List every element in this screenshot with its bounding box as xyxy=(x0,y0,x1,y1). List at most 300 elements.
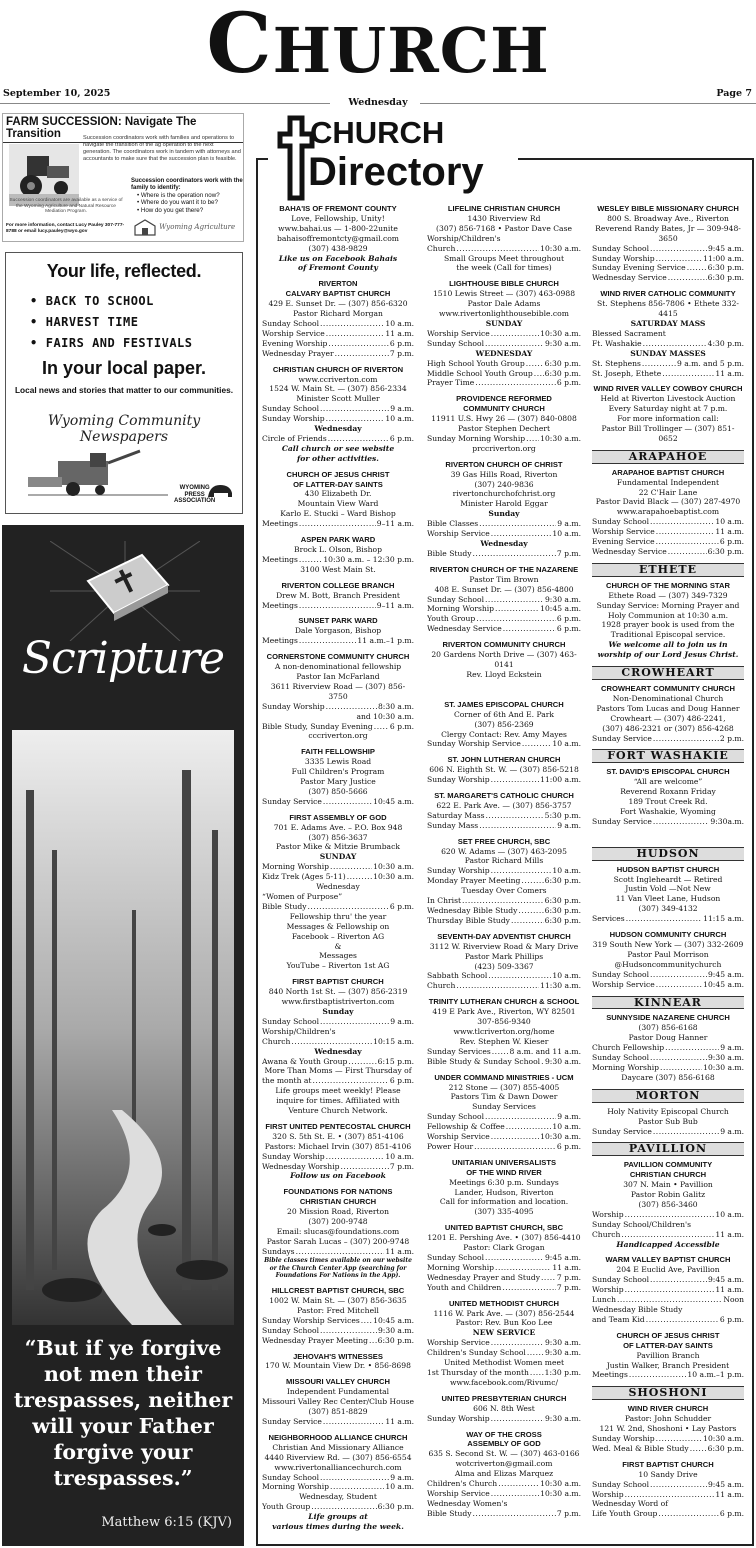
church-detail: 307-856-9340 xyxy=(477,1017,531,1027)
ad-title: FARM SUCCESSION: Navigate The Transition xyxy=(3,114,243,143)
church-detail: Facebook – Riverton AG xyxy=(291,931,385,941)
church-detail: Alma and Elizas Marquez xyxy=(454,1469,554,1479)
church-name: SUNSET PARK WARD xyxy=(298,616,378,626)
church-detail: Love, Fellowship, Unity! xyxy=(291,213,385,223)
church-detail: Pastor: John Schudder xyxy=(624,1414,712,1424)
schedule-line: Evening Service ..... 6 p.m. xyxy=(592,537,744,547)
church-detail: 408 E. Sunset Dr. — (307) 856-4800 xyxy=(434,584,574,594)
schedule-line: Blessed Sacrament xyxy=(592,328,666,338)
issue-day: Wednesday xyxy=(348,97,408,108)
church-name: WAY OF THE CROSS xyxy=(466,1429,542,1439)
schedule-line: Bible Study & Sunday School ..... 9:30 a.m. xyxy=(427,1057,581,1067)
church-detail: Pastor: Clark Grogan xyxy=(463,1243,545,1253)
schedule-line: Meetings ..... 9–11 a.m. xyxy=(262,601,414,611)
church-detail: “All are welcome” xyxy=(633,777,703,787)
church-name: ST. MARGARET'S CATHOLIC CHURCH xyxy=(434,791,574,801)
church-detail: Reverend Randy Bates, Jr — 309-948-3650 xyxy=(595,223,741,243)
church-detail: 4440 Riverview Rd. — (307) 856-6554 xyxy=(264,1452,412,1462)
church-detail: YouTube – Riverton 1st AG xyxy=(286,961,390,971)
church-detail: 170 W. Mountain View Dr. • 856-8698 xyxy=(265,1361,411,1371)
schedule-line: Sunday School ..... 9 a.m. xyxy=(262,404,414,414)
church-detail: 121 W. 2nd, Shoshoni • Lay Pastors xyxy=(599,1424,737,1434)
church-detail: Christian And Missionary Alliance xyxy=(272,1442,404,1452)
church-detail: Pastor Richard Morgan xyxy=(293,309,383,319)
church-name: OF THE WIND RIVER xyxy=(466,1167,542,1177)
church-detail: Pastors Tom Lucas and Doug Hanner xyxy=(596,703,740,713)
schedule-line: Wednesday Word of xyxy=(592,1499,669,1509)
schedule-line: Worship Service ..... 11 a.m. xyxy=(262,329,414,339)
church-name: CHURCH OF THE MORNING STAR xyxy=(606,580,730,590)
ad-contact: For more information, contact Lucy Pauley 307-777-8788 or email lucy.pauley@wyo.gov xyxy=(6,223,125,234)
schedule-line: Power Hour ..... 6 p.m. xyxy=(427,1142,581,1152)
schedule-line: Sunday School/Children's xyxy=(592,1219,691,1229)
church-detail: Minister Harold Eggar xyxy=(460,499,548,509)
schedule-line: Sunday Worship ..... 11:00 a.m. xyxy=(427,775,581,785)
church-detail: Pastor: Rev. Bun Koo Lee xyxy=(455,1318,553,1328)
church-detail: Full Children's Program xyxy=(291,767,385,777)
church-detail: & xyxy=(334,941,342,951)
schedule-line: Evening Worship ..... 6 p.m. xyxy=(262,339,414,349)
schedule-line: Sunday Worship Services ..... 10:45 a.m. xyxy=(262,1316,414,1326)
list-item: • HARVEST TIME xyxy=(30,315,236,329)
town-heading: HUDSON xyxy=(592,847,744,861)
church-note: Life groups at xyxy=(308,1512,368,1522)
schedule-line: Sunday Services ..... 8 a.m. and 11 a.m. xyxy=(427,1047,581,1057)
bison-icon xyxy=(206,481,234,501)
schedule-line: Worship Service ..... 10:30 a.m. xyxy=(427,1489,581,1499)
church-detail: Mountain View Ward xyxy=(297,499,379,509)
church-detail: www.arapahoebaptist.com xyxy=(616,507,720,517)
schedule-line: Sunday School ..... 9:45 a.m. xyxy=(592,970,744,980)
church-detail: Held at Riverton Livestock Auction xyxy=(600,394,736,404)
church-detail: 1116 W. Park Ave. — (307) 856-2544 xyxy=(433,1308,575,1318)
directory-column-3 xyxy=(592,204,744,1519)
schedule-line: Sunday School ..... 9:45 a.m. xyxy=(592,1275,744,1285)
schedule-line: Awana & Youth Group ..... 6:15 p.m. xyxy=(262,1057,414,1067)
church-detail: Pastor David Black — (307) 287-4970 xyxy=(595,497,741,507)
schedule-line: Sunday Service ..... 9:30a.m. xyxy=(592,817,744,827)
church-detail: 1430 Riverview Rd xyxy=(467,213,541,223)
church-detail: (307) 856-6168 xyxy=(638,1023,698,1033)
church-name: UNITED METHODIST CHURCH xyxy=(448,1298,560,1308)
church-detail: Pastor Ian McFarland xyxy=(296,671,380,681)
schedule-heading: NEW SERVICE xyxy=(472,1328,536,1338)
ad-list xyxy=(30,294,236,350)
schedule-line: High School Youth Group ..... 6:30 p.m. xyxy=(427,359,581,369)
schedule-line: Sunday Worship ..... 10:30 a.m. xyxy=(592,1434,744,1444)
church-detail: Sunday Service: Morning Prayer and xyxy=(596,600,740,610)
church-detail: 1002 W. Main St. — (307) 856-3635 xyxy=(269,1296,407,1306)
church-detail: Pavillion Branch xyxy=(636,1350,700,1360)
church-detail: 212 Stone — (307) 855-4005 xyxy=(448,1082,560,1092)
schedule-line: Sundays ..... 11 a.m. xyxy=(262,1247,414,1257)
schedule-line: Wednesday Prayer Meeting ..... 6:30 p.m. xyxy=(262,1336,414,1346)
church-detail: Dale Yorgason, Bishop xyxy=(294,626,382,636)
church-name: RIVERTON CHURCH OF THE NAZARENE xyxy=(429,564,579,574)
church-detail: Pastor Sub Bub xyxy=(638,1116,698,1126)
schedule-heading: WEDNESDAY xyxy=(475,348,533,358)
church-detail: Small Groups Meet throughout xyxy=(443,253,565,263)
church-detail: Karlo E. Stucki – Ward Bishop xyxy=(280,509,396,519)
church-name: CORNERSTONE COMMUNITY CHURCH xyxy=(266,652,410,662)
church-detail: Holy Nativity Episcopal Church xyxy=(607,1106,729,1116)
list-item: • FAIRS AND FESTIVALS xyxy=(30,336,236,350)
church-detail: (307) 851-8829 xyxy=(308,1407,368,1417)
church-detail: (307) 349-4132 xyxy=(638,904,698,914)
church-name: JEHOVAH'S WITNESSES xyxy=(293,1351,383,1361)
church-detail: cccriverton.org xyxy=(308,731,368,741)
church-name: ST. JOHN LUTHERAN CHURCH xyxy=(447,755,561,765)
church-detail: More Than Moms — First Thursday of xyxy=(264,1066,412,1076)
town-heading: KINNEAR xyxy=(592,996,744,1010)
church-detail: Drew M. Bott, Branch President xyxy=(276,590,400,600)
church-note: worship of our Lord Jesus Christ. xyxy=(597,650,739,660)
schedule-line: Sunday Worship ..... 11:00 a.m. xyxy=(592,254,744,264)
church-note: Follow us on Facebook xyxy=(290,1171,386,1181)
schedule-line: Worship Service ..... 10:45 a.m. xyxy=(592,980,744,990)
church-note: Call church or see website xyxy=(281,443,395,453)
church-detail: (307) 240-9836 xyxy=(474,479,534,489)
schedule-line: Sunday School ..... 9 a.m. xyxy=(262,1473,414,1483)
schedule-line: Worship ..... 11 a.m. xyxy=(592,1285,744,1295)
schedule-line: Meetings ..... 10:30 a.m. – 12:30 p.m. xyxy=(262,555,414,565)
schedule-line: St. Stephens ..... 9 a.m. and 5 p.m. xyxy=(592,359,744,369)
church-name: RIVERTON COMMUNITY CHURCH xyxy=(442,640,566,650)
church-detail: 20 Mission Road, Riverton xyxy=(287,1207,389,1217)
schedule-line: Monday Prayer Meeting ..... 6:30 p.m. xyxy=(427,876,581,886)
schedule-line: Worship ..... 11 a.m. xyxy=(592,1490,744,1500)
church-detail: 189 Trout Creek Rd. xyxy=(628,797,708,807)
church-detail: the week (Call for times) xyxy=(456,263,552,273)
spacer xyxy=(427,680,581,694)
schedule-line: Wednesday Worship ..... 7 p.m. xyxy=(262,1162,414,1172)
schedule-line: Sunday School ..... 9:45 a.m. xyxy=(427,1253,581,1263)
church-name: UNITED PRESBYTERIAN CHURCH xyxy=(441,1393,567,1403)
schedule-heading: Wednesday xyxy=(480,539,528,548)
church-detail: (307) 200-9748 xyxy=(308,1217,368,1227)
church-detail: 3112 W. Riverview Road & Mary Drive xyxy=(429,941,579,951)
church-name: BAHA'IS OF FREMONT COUNTY xyxy=(279,204,397,213)
church-detail: Pastors Tim & Dawn Dower xyxy=(450,1092,558,1102)
church-name: COMMUNITY CHURCH xyxy=(463,404,545,414)
church-detail: Fort Washakie, Wyoming xyxy=(620,806,716,816)
schedule-line: Sunday School ..... 10 a.m. xyxy=(592,517,744,527)
scripture-citation: Matthew 6:15 (KJV) xyxy=(101,1515,232,1530)
town-heading: FORT WASHAKIE xyxy=(592,749,744,763)
schedule-heading: SUNDAY xyxy=(485,318,523,328)
church-detail: rivertonchurchofchrist.org xyxy=(452,489,556,499)
church-name: WIND RIVER CHURCH xyxy=(627,1404,709,1414)
church-detail: Pastor Richard Mills xyxy=(464,856,544,866)
church-name: SEVENTH-DAY ADVENTIST CHURCH xyxy=(437,931,571,941)
church-note: for other activities. xyxy=(297,453,379,463)
church-detail: (307) 335-4095 xyxy=(474,1207,534,1217)
town-heading: MORTON xyxy=(592,1089,744,1103)
church-name: CROWHEART COMMUNITY CHURCH xyxy=(600,683,735,693)
schedule-line: Children's Church ..... 10:30 a.m. xyxy=(427,1479,581,1489)
schedule-line: Worship Service ..... 10:30 a.m. xyxy=(427,1132,581,1142)
schedule-line: Sunday Worship ..... 10 a.m. xyxy=(427,866,581,876)
schedule-line: Saturday Mass ..... 5:30 p.m. xyxy=(427,811,581,821)
church-detail: (307) 486-2321 or (307) 856-4268 xyxy=(602,723,734,733)
church-detail: www.firstbaptistriverton.com xyxy=(281,997,395,1007)
schedule-line: Church Fellowship ..... 9 a.m. xyxy=(592,1043,744,1053)
church-note: Foundations For Nations in the App). xyxy=(275,1272,401,1280)
directory-title-2: Directory xyxy=(306,150,492,194)
church-detail: Pastor Tim Brown xyxy=(469,574,539,584)
schedule-line: Sunday School ..... 9:45 a.m. xyxy=(592,244,744,254)
directory-column-1 xyxy=(262,204,414,1532)
newspaper-ad xyxy=(5,252,243,514)
church-name: UNITARIAN UNIVERSALISTS xyxy=(451,1157,557,1167)
schedule-line: Sunday School ..... 10 a.m. xyxy=(262,319,414,329)
church-detail: 1201 E. Pershing Ave. • (307) 856-4410 xyxy=(427,1233,581,1243)
church-name: PAVILLION COMMUNITY xyxy=(623,1160,713,1170)
church-detail: 11911 U.S. Hwy 26 — (307) 840-0808 xyxy=(431,414,577,424)
church-detail: Pastor Mike & Mitzie Brumback xyxy=(276,842,400,852)
church-detail: 39 Gas Hills Road, Riverton xyxy=(450,469,558,479)
church-detail: Email: slucas@foundations.com xyxy=(276,1227,400,1236)
church-detail: For more information call: xyxy=(617,414,719,424)
schedule-line: Youth Group ..... 6:30 p.m. xyxy=(262,1502,414,1512)
schedule-line: and 10:30 a.m. xyxy=(356,711,414,721)
schedule-line: Worship Service ..... 11 a.m. xyxy=(592,527,744,537)
schedule-line: Sunday Mass ..... 9 a.m. xyxy=(427,821,581,831)
church-detail: 319 South New York — (307) 332-2609 xyxy=(592,940,744,949)
church-detail: 800 S. Broadway Ave., Riverton xyxy=(607,213,729,223)
schedule-heading: Wednesday xyxy=(314,424,362,434)
church-note: Bible classes times available on our website xyxy=(264,1256,412,1264)
town-heading: ARAPAHOE xyxy=(592,450,744,464)
schedule-line: Sunday Morning Worship ..... 10:30 a.m. xyxy=(427,434,581,444)
church-name: WIND RIVER VALLEY COWBOY CHURCH xyxy=(593,384,743,394)
church-name: WIND RIVER CATHOLIC COMMUNITY xyxy=(600,289,736,299)
schedule-line: In Christ ..... 6:30 p.m. xyxy=(427,896,581,906)
church-detail: Reverend Roxann Friday xyxy=(620,787,716,797)
church-detail: Traditional Episcopal service. xyxy=(610,630,726,640)
schedule-line: Wednesday Prayer and Study ..... 7 p.m. xyxy=(427,1273,581,1283)
church-detail: (307) 856-3460 xyxy=(638,1199,698,1209)
church-name: SET FREE CHURCH, SBC xyxy=(457,836,551,846)
schedule-line: Wednesday Women's xyxy=(427,1498,508,1508)
schedule-line: Worship Service ..... 10 a.m. xyxy=(427,529,581,539)
church-detail: 840 North 1st St. — (307) 856-2319 xyxy=(268,987,408,997)
schedule-line: Church ..... 10:30 a.m. xyxy=(427,244,581,254)
schedule-line: Ft. Washakie ..... 4:30 p.m. xyxy=(592,339,744,349)
church-note: Like us on Facebook Bahais xyxy=(278,253,398,263)
schedule-heading: Sunday xyxy=(322,1006,354,1016)
schedule-line: Meetings ..... 9–11 a.m. xyxy=(262,519,414,529)
church-detail: Brock L. Olson, Bishop xyxy=(294,545,382,554)
schedule-line: Fellowship & Coffee ..... 10 a.m. xyxy=(427,1122,581,1132)
schedule-line: Children's Sunday School ..... 9:30 a.m. xyxy=(427,1348,581,1358)
schedule-line: Thursday Bible Study ..... 6:30 p.m. xyxy=(427,916,581,926)
schedule-line: Church ..... 10:15 a.m. xyxy=(262,1037,414,1047)
schedule-line: Bible Classes ..... 9 a.m. xyxy=(427,519,581,529)
church-detail: bahaisoffremontcty@gmail.com xyxy=(276,233,399,243)
church-detail: (307) 856-7168 • Pastor Dave Case xyxy=(436,223,572,233)
church-detail: 307 N. Main • Pavillion xyxy=(623,1180,713,1190)
church-detail: Ethete Road — (307) 349-7329 xyxy=(608,590,728,600)
church-name: UNITED BAPTIST CHURCH, SBC xyxy=(444,1223,564,1233)
church-note: various times during the week. xyxy=(272,1522,404,1532)
schedule-heading: SATURDAY MASS xyxy=(630,318,706,328)
church-detail: 622 E. Park Ave. — (307) 856-3757 xyxy=(436,800,572,810)
church-detail: Pastor Robin Galitz xyxy=(630,1190,706,1200)
church-detail: Lander, Hudson, Riverton xyxy=(454,1187,554,1197)
schedule-line: Life Youth Group ..... 6 p.m. xyxy=(592,1509,744,1519)
church-name: SUNNYSIDE NAZARENE CHURCH xyxy=(606,1013,730,1023)
church-detail: www.facebook.com/Rivumc/ xyxy=(449,1377,559,1387)
church-detail: 701 E. Adams Ave. – P.O. Box 948 xyxy=(273,822,403,832)
schedule-line: Wednesday Service ..... 6 p.m. xyxy=(427,624,581,634)
church-detail: Messages xyxy=(319,951,357,961)
schedule-line: Sunday Worship ..... 9:30 a.m. xyxy=(427,1414,581,1424)
town-heading: CROWHEART xyxy=(592,666,744,680)
church-detail: A non-denominational fellowship xyxy=(274,662,402,672)
schedule-line: Worship Service ..... 10:30 a.m. xyxy=(427,329,581,339)
schedule-line: Middle School Youth Group ..... 6:30 p.m. xyxy=(427,369,581,379)
ad-subheading: Succession coordinators work with the family to identify: xyxy=(131,178,243,191)
church-detail: Justin Vold —Not New xyxy=(625,884,711,894)
schedule-line: Wednesday Service ..... 6:30 p.m. xyxy=(592,547,744,557)
schedule-line: Wednesday Service ..... 6:30 p.m. xyxy=(592,273,744,283)
schedule-line: Bible Study ..... 7 p.m. xyxy=(427,1509,581,1519)
church-detail: Pastor: Fred Mitchell xyxy=(297,1305,379,1315)
schedule-line: Morning Worship ..... 10 a.m. xyxy=(262,1482,414,1492)
scripture-title: Scripture xyxy=(21,633,225,684)
church-detail: Messages & Fellowship on xyxy=(286,921,390,931)
church-detail: Wednesday xyxy=(316,882,360,892)
schedule-line: Sunday School ..... 9:30 a.m. xyxy=(427,595,581,605)
church-detail: Independent Fundamental xyxy=(286,1387,390,1397)
ad-signature: Wyoming Community Newspapers xyxy=(47,413,201,445)
church-detail: St. Stephens 856-7806 • Ethete 332-4415 xyxy=(597,299,739,319)
church-detail: www.bahai.us — 1-800-22unite xyxy=(278,223,398,233)
schedule-line: Sunday Service ..... 2 p.m. xyxy=(592,734,744,744)
church-name: OF LATTER-DAY SAINTS xyxy=(293,479,383,489)
church-detail: Pastor Stephen Dechert xyxy=(457,424,551,434)
church-detail: Life groups meet weekly! Please xyxy=(275,1086,401,1096)
directory-column-2 xyxy=(427,204,581,1519)
church-name: NEIGHBORHOOD ALLIANCE CHURCH xyxy=(268,1432,408,1442)
church-detail: 3335 Lewis Road xyxy=(304,757,372,767)
schedule-line: Worship Service ..... 9:30 a.m. xyxy=(427,1338,581,1348)
church-detail: www.rivertonalliancechurch.com xyxy=(274,1462,402,1472)
church-detail: 3611 Riverview Road — (307) 856-3750 xyxy=(270,681,406,701)
church-detail: 1510 Lewis Street — (307) 463-0988 xyxy=(432,289,576,299)
church-detail: Pastor Sarah Lucas – (307) 200-9748 xyxy=(266,1236,410,1246)
schedule-line: Sunday Service ..... 10:45 a.m. xyxy=(262,797,414,807)
masthead xyxy=(0,0,756,110)
schedule-line: Worship ..... 10 a.m. xyxy=(592,1210,744,1220)
church-name: RIVERTON CHURCH OF CHRIST xyxy=(445,459,563,469)
church-detail: Fellowship thru' the year xyxy=(289,911,387,921)
schedule-line: Sunday School ..... 9:45 a.m. xyxy=(592,1480,744,1490)
church-name: WARM VALLEY BAPTIST CHURCH xyxy=(605,1255,731,1265)
forest-stream-image xyxy=(12,730,234,1325)
schedule-heading: Wednesday xyxy=(314,1046,362,1056)
church-name: RIVERTON xyxy=(318,279,358,289)
schedule-line: Wednesday Bible Study ..... 6:30 p.m. xyxy=(427,906,581,916)
church-name: CHRISTIAN CHURCH xyxy=(299,1197,377,1207)
church-detail: 606 N. Eighth St. W. — (307) 856-5218 xyxy=(429,765,579,775)
church-detail: Rev. Lloyd Eckstein xyxy=(466,669,542,679)
church-name: ASPEN PARK WARD xyxy=(300,535,376,545)
schedule-line: the month at ..... 6 p.m. xyxy=(262,1076,414,1086)
issue-date: September 10, 2025 xyxy=(3,88,111,99)
church-detail: Missouri Valley Rec Center/Club House xyxy=(262,1397,414,1407)
church-detail: Meetings 6:30 p.m. Sundays xyxy=(449,1177,559,1187)
schedule-line: Wed. Meal & Bible Study ..... 6:30 p.m. xyxy=(592,1444,744,1454)
ad-tagline: In your local paper. xyxy=(41,358,207,378)
schedule-line: Bible Study, Sunday Evening ..... 6 p.m. xyxy=(262,722,414,732)
church-name: ST. JAMES EPISCOPAL CHURCH xyxy=(444,699,564,709)
schedule-line: “Women of Purpose” xyxy=(262,892,343,901)
church-name: LIFELINE CHRISTIAN CHURCH xyxy=(447,204,561,213)
page-title: CHURCH xyxy=(206,0,550,92)
church-detail: Pastor Mark Phillips xyxy=(464,951,544,961)
church-detail: (307) 856-3637 xyxy=(308,832,368,842)
barn-icon xyxy=(133,218,157,236)
church-detail: 22 C'Hair Lane xyxy=(638,487,698,497)
church-detail: 635 S. Second St. W. — (307) 463-0166 xyxy=(428,1449,580,1459)
church-detail: prccriverton.org xyxy=(472,443,536,453)
church-name: MISSOURI VALLEY CHURCH xyxy=(286,1377,390,1387)
church-detail: 11 Van Vleet Lane, Hudson xyxy=(615,894,721,904)
schedule-line: Morning Worship ..... 10:45 a.m. xyxy=(427,604,581,614)
church-name: CHURCH OF JESUS CHRIST xyxy=(616,1330,720,1340)
ad-description: Succession coordinators work with families and operations to navigate the transition of the ag operation to the next generation. The coordinators work in tandem with attorneys and accountants to make sure that the succession plan is feasible. xyxy=(83,135,241,162)
schedule-line: Sunday Worship ..... 10 a.m. xyxy=(262,414,414,424)
directory-title-1: CHURCH xyxy=(310,115,445,150)
church-note: of Fremont County xyxy=(298,263,378,273)
church-detail: Sunday Services xyxy=(472,1102,536,1112)
schedule-line: Morning Worship ..... 10:30 a.m. xyxy=(262,862,414,872)
ad-subline: Local news and stories that matter to our communities. xyxy=(14,385,234,395)
church-name: WESLEY BIBLE MISSIONARY CHURCH xyxy=(597,204,739,213)
church-name: ARAPAHOE BAPTIST CHURCH xyxy=(611,467,725,477)
farm-succession-ad xyxy=(2,113,244,242)
church-name: UNDER COMMAND MINISTRIES - UCM xyxy=(434,1072,574,1082)
church-detail: (307) 850-5666 xyxy=(308,786,368,796)
church-detail: 204 E Euclid Ave, Pavillion xyxy=(616,1265,720,1275)
schedule-line: Wednesday Bible Study xyxy=(592,1305,683,1314)
church-detail: (307) 856-2369 xyxy=(474,719,534,729)
schedule-line: Kidz Trek (Ages 5-11) ..... 10:30 a.m. xyxy=(262,872,414,882)
church-detail: www.tlcriverton.org/home xyxy=(453,1026,555,1036)
church-detail: www.rivertonlighthousebible.com xyxy=(439,309,569,319)
church-detail: Pastor Mary Justice xyxy=(300,777,376,787)
schedule-line: Sunday School ..... 9:30 a.m. xyxy=(262,1326,414,1336)
schedule-line: Wednesday Prayer ..... 7 p.m. xyxy=(262,349,414,359)
church-detail: Every Saturday night at 7 p.m. xyxy=(608,404,728,414)
church-name: OF LATTER-DAY SAINTS xyxy=(623,1340,713,1350)
schedule-line: Sunday School ..... 9:30 a.m. xyxy=(427,339,581,349)
page-number: Page 7 xyxy=(716,88,752,99)
spacer xyxy=(592,827,744,841)
schedule-line: 1st Thursday of the month ..... 1:30 p.m. xyxy=(427,1368,581,1378)
schedule-line: Sunday Evening Service ..... 6:30 p.m. xyxy=(592,263,744,273)
schedule-heading: SUNDAY xyxy=(319,852,357,862)
schedule-line: Church ..... 11:30 a.m. xyxy=(427,981,581,991)
church-note: We welcome all to join us in xyxy=(608,640,728,650)
scripture-panel xyxy=(2,525,244,1546)
church-name: CHURCH OF JESUS CHRIST xyxy=(286,469,390,479)
schedule-line: Lunch ..... Noon xyxy=(592,1295,744,1305)
schedule-line: Sunday Service ..... 9 a.m. xyxy=(592,1127,744,1137)
schedule-line: Morning Worship ..... 11 a.m. xyxy=(427,1263,581,1273)
